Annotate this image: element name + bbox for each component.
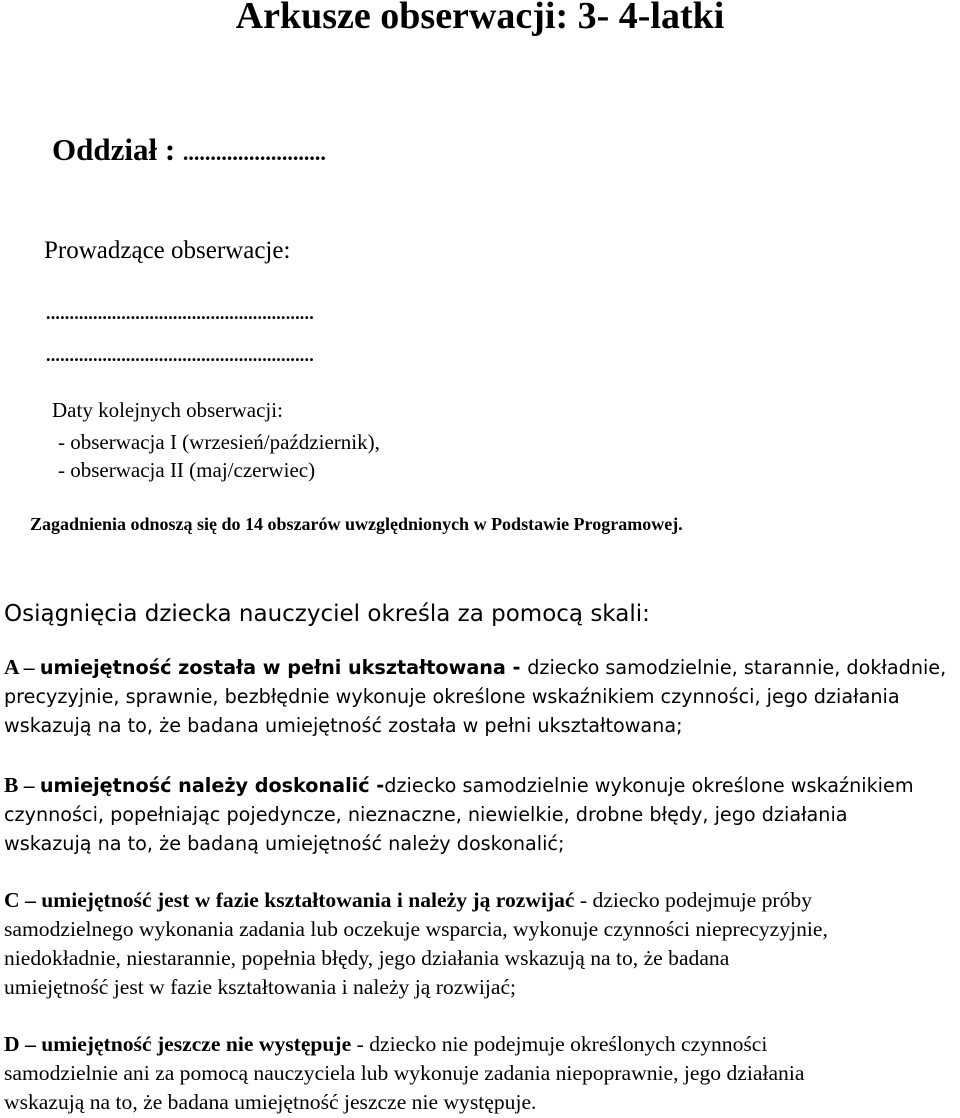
scale-c-label: umiejętność jest w fazie kształtowania i należy ją rozwijać — [41, 888, 575, 912]
scale-a-key: A — [4, 655, 19, 679]
scale-d-line-3: wskazują na to, że badana umiejętność jeszcze nie występuje. — [4, 1090, 537, 1114]
oddzial-blank: .......................... — [182, 140, 326, 165]
scale-level-d — [4, 1030, 960, 1117]
scale-c-line-4: umiejętność jest w fazie kształtowania i należy ją rozwijać; — [4, 975, 517, 999]
scale-d-label: umiejętność jeszcze nie występuje — [41, 1032, 352, 1056]
scale-level-c — [4, 886, 960, 1002]
scale-a-text-1: dziecko samodzielnie, starannie, dokładnie, — [527, 656, 947, 679]
daty-title: Daty kolejnych obserwacji: — [52, 398, 283, 422]
scale-a-label: umiejętność została w pełni ukształtowana - — [39, 656, 528, 679]
scale-b-line-1 — [4, 771, 960, 800]
scale-c-line-1 — [4, 886, 960, 915]
scale-b-dash: – — [18, 773, 40, 797]
scale-title: Osiągnięcia dziecka nauczyciel określa za pomocą skali: — [4, 601, 650, 627]
scale-c-text-1: - dziecko podejmuje próby — [574, 888, 812, 912]
daty-item-2: - obserwacja II (maj/czerwiec) — [58, 458, 316, 482]
zagadnienia-note: Zagadnienia odnoszą się do 14 obszarów uwzględnionych w Podstawie Programowej. — [30, 514, 683, 534]
prowadzace-blank-2: ......................................................... — [46, 345, 314, 365]
scale-level-b — [4, 771, 960, 858]
scale-level-a — [4, 653, 960, 740]
scale-d-key: D — [4, 1032, 20, 1056]
daty-item-1: - obserwacja I (wrzesień/październik), — [58, 430, 380, 454]
prowadzace-label: Prowadzące obserwacje: — [44, 237, 291, 264]
scale-d-dash: – — [19, 1032, 42, 1056]
scale-b-key: B — [4, 773, 19, 797]
scale-b-label: umiejętność należy doskonalić - — [39, 774, 385, 797]
scale-b-text-1: dziecko samodzielnie wykonuje określone wskaźnikiem — [384, 774, 914, 797]
scale-c-line-2: samodzielnego wykonania zadania lub oczekuje wsparcia, wykonuje czynności nieprecyzyjnie, — [4, 917, 828, 941]
scale-b-line-2: czynności, popełniając pojedyncze, nieznaczne, niewielkie, drobne błędy, jego działania — [4, 803, 848, 826]
scale-d-text-1: - dziecko nie podejmuje określonych czynności — [351, 1032, 768, 1056]
oddzial-label: Oddział : — [52, 132, 183, 167]
scale-a-dash: – — [18, 655, 40, 679]
oddzial-field — [52, 132, 326, 168]
prowadzace-blank-1: ......................................................... — [46, 303, 314, 323]
scale-b-line-3: wskazują na to, że badaną umiejętność należy doskonalić; — [4, 832, 565, 855]
scale-c-key: C — [4, 888, 20, 912]
scale-d-line-2: samodzielnie ani za pomocą nauczyciela lub wykonuje zadania niepoprawnie, jego działania — [4, 1061, 805, 1085]
scale-a-line-1 — [4, 653, 960, 682]
scale-c-dash: – — [19, 888, 42, 912]
scale-d-line-1 — [4, 1030, 960, 1059]
scale-a-line-2: precyzyjnie, sprawnie, bezbłędnie wykonuje określone wskaźnikiem czynności, jego działania — [4, 685, 900, 708]
page-title: Arkusze obserwacji: 3- 4-latki — [235, 0, 725, 37]
scale-a-line-3: wskazują na to, że badana umiejętność została w pełni ukształtowana; — [4, 714, 683, 737]
scale-c-line-3: niedokładnie, niestarannie, popełnia błędy, jego działania wskazują na to, że badana — [4, 946, 730, 970]
